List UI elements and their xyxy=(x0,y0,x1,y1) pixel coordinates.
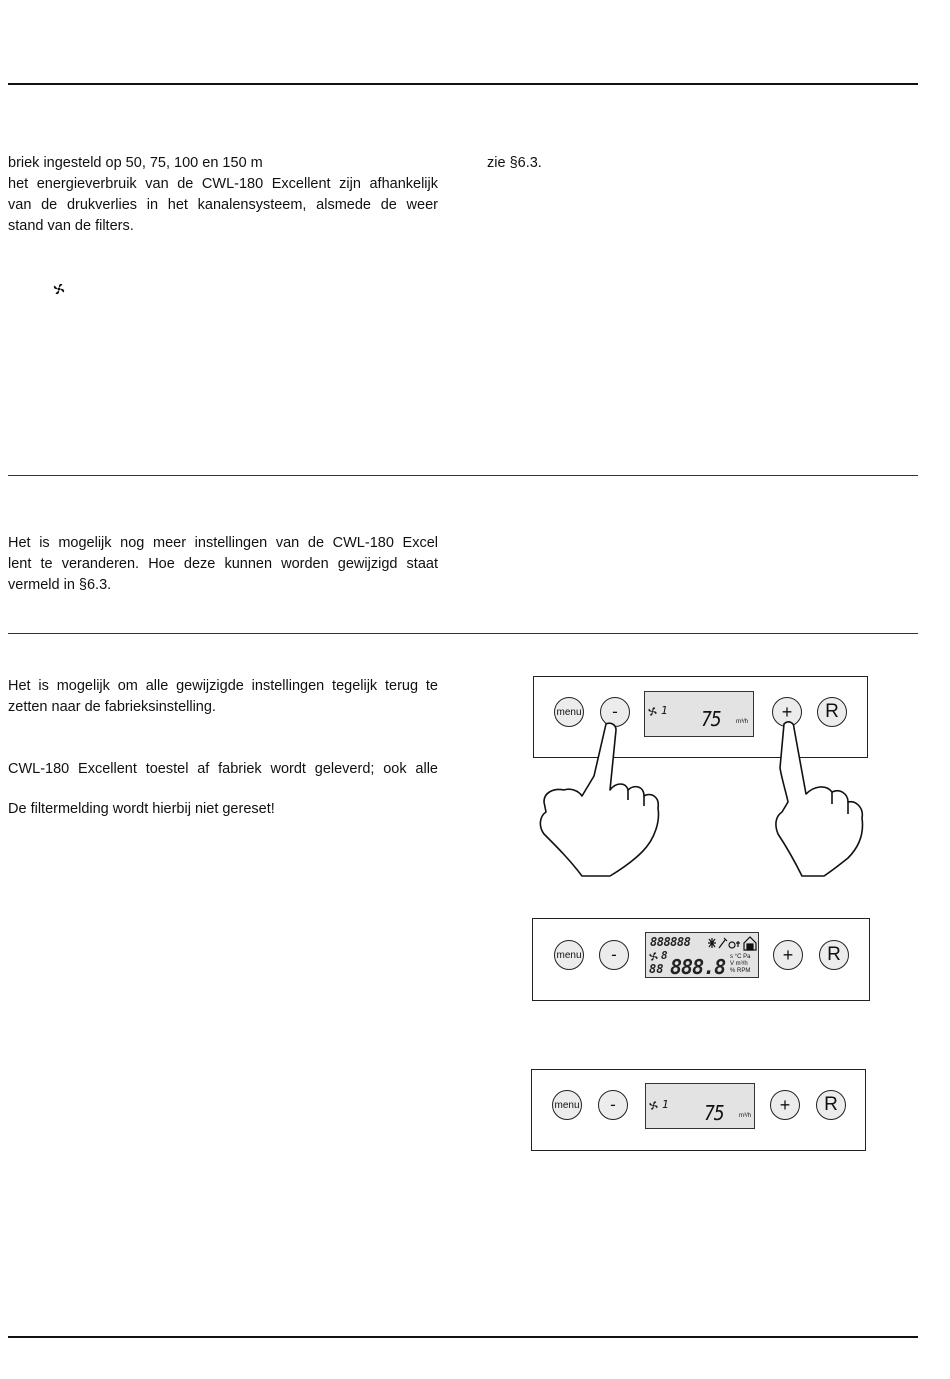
reset-button[interactable]: R xyxy=(819,940,849,970)
plus-button[interactable]: + xyxy=(773,940,803,970)
section-divider-2 xyxy=(8,633,918,634)
section-divider-1 xyxy=(8,475,918,476)
reference-text: zie §6.3. xyxy=(487,155,542,171)
section1-reference xyxy=(487,153,542,174)
airflow-unit: m³/h xyxy=(736,719,748,725)
text-line: CWL-180 Excellent toestel af fabriek wordt geleverd; ook alle xyxy=(8,761,438,777)
main-digits: 888.8 xyxy=(670,955,726,979)
fan-level: 1 xyxy=(662,1098,669,1111)
minus-button[interactable]: - xyxy=(599,940,629,970)
section3-paragraph-b xyxy=(8,759,438,780)
text-line: lent te veranderen. Hoe deze kunnen worden gewijzigd staat xyxy=(8,556,438,572)
menu-button[interactable]: menu xyxy=(552,1090,582,1120)
airflow-unit: m³/h xyxy=(739,1113,751,1119)
section3-note xyxy=(8,799,275,820)
fan-icon xyxy=(647,706,658,717)
section1-paragraph xyxy=(8,153,438,237)
control-panel-3 xyxy=(531,1069,866,1151)
top-segments: 888888 xyxy=(650,935,691,949)
pointing-hand-icon xyxy=(530,720,875,880)
reset-button[interactable]: R xyxy=(817,697,847,727)
small-digit: 8 xyxy=(661,949,668,962)
text-line: zetten naar de fabrieksinstelling. xyxy=(8,699,216,715)
text-line: het energieverbruik van de CWL-180 Excellent zijn afhankelijk xyxy=(8,176,438,192)
control-panel-2 xyxy=(532,918,870,1001)
bottom-rule xyxy=(8,1336,918,1338)
fan-icon xyxy=(52,282,66,296)
airflow-value: 75 xyxy=(704,1101,724,1125)
minus-button[interactable]: - xyxy=(600,697,630,727)
top-rule xyxy=(8,83,918,85)
menu-button[interactable]: menu xyxy=(554,697,584,727)
menu-button[interactable]: menu xyxy=(554,940,584,970)
text-line: briek ingesteld op 50, 75, 100 en 150 m xyxy=(8,155,263,171)
text-line: Het is mogelijk om alle gewijzigde instellingen tegelijk terug te xyxy=(8,678,438,694)
text-line: van de drukverlies in het kanalensysteem, alsmede de weer xyxy=(8,197,438,213)
unit-line: s °C Pa xyxy=(730,954,751,960)
fan-icon xyxy=(648,1100,659,1111)
section2-paragraph xyxy=(8,533,438,596)
minus-button[interactable]: - xyxy=(598,1090,628,1120)
plus-button[interactable]: + xyxy=(772,697,802,727)
fan-level: 1 xyxy=(661,704,668,717)
left-digits: 88 xyxy=(649,962,664,976)
airflow-value: 75 xyxy=(701,707,721,731)
lcd-display xyxy=(645,1083,755,1129)
unit-line: V m³/h xyxy=(730,961,748,967)
text-line: Het is mogelijk nog meer instellingen van de CWL-180 Excel xyxy=(8,535,438,551)
lcd-display-all-segments xyxy=(645,932,759,978)
fan-icon xyxy=(648,951,659,962)
reset-button[interactable]: R xyxy=(816,1090,846,1120)
plus-button[interactable]: + xyxy=(770,1090,800,1120)
status-icons xyxy=(708,935,758,951)
text-line: stand van de filters. xyxy=(8,218,134,234)
text-line: vermeld in §6.3. xyxy=(8,577,112,593)
section3-paragraph-a xyxy=(8,676,438,718)
unit-line: % RPM xyxy=(730,968,751,974)
unit-labels xyxy=(730,954,750,975)
text-line: De filtermelding wordt hierbij niet gereset! xyxy=(8,801,275,817)
